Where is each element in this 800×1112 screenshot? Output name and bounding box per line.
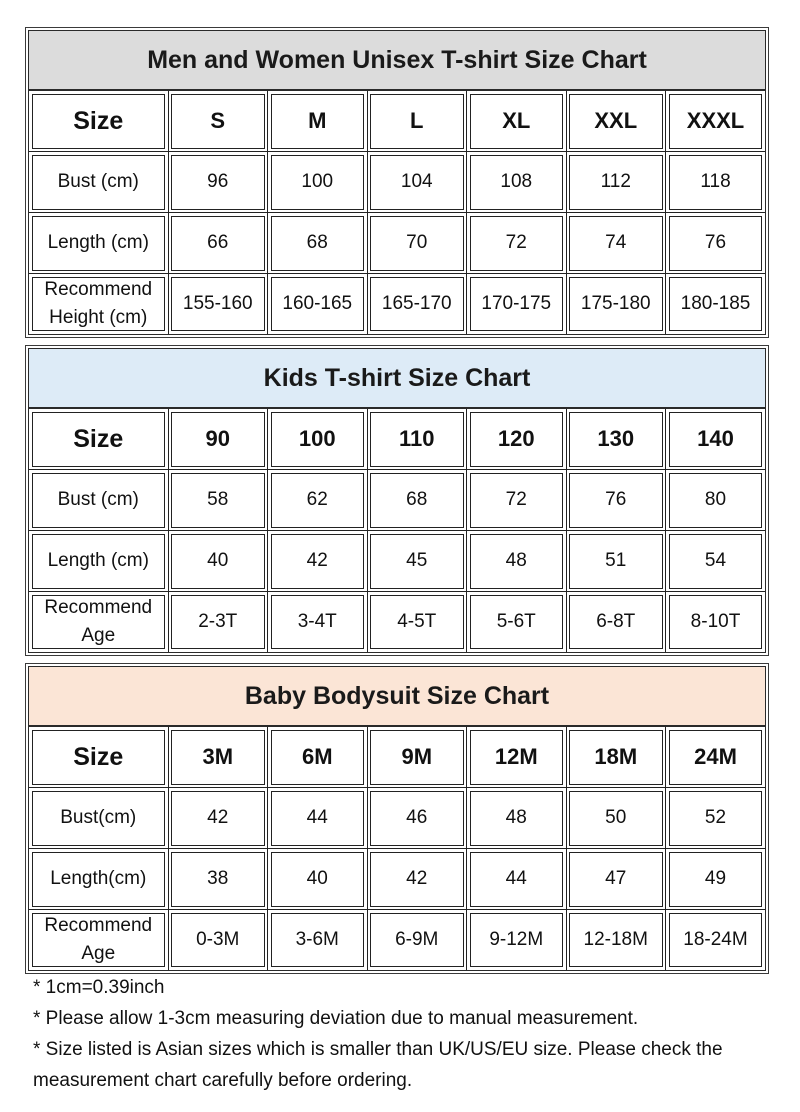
table-cell: 66: [168, 213, 268, 274]
size-header-row: [29, 409, 765, 470]
table-cell: 108: [467, 152, 567, 213]
table-cell: 4-5T: [367, 592, 467, 653]
table-cell: 180-185: [666, 274, 766, 335]
table-cell: 18-24M: [666, 910, 766, 971]
row-label: Recommend Height (cm): [29, 274, 168, 335]
table-cell: 62: [268, 470, 368, 531]
chart-title: Baby Bodysuit Size Chart: [29, 667, 765, 727]
row-label: Length (cm): [29, 531, 168, 592]
size-table: [29, 727, 765, 970]
height-row: [29, 274, 765, 335]
table-cell: 5-6T: [467, 592, 567, 653]
bust-row: [29, 470, 765, 531]
table-cell: 76: [566, 470, 666, 531]
length-row: [29, 213, 765, 274]
table-cell: 58: [168, 470, 268, 531]
row-label: Bust (cm): [29, 152, 168, 213]
table-cell: 52: [666, 788, 766, 849]
row-label: Recommend Age: [29, 910, 168, 971]
row-label: Bust (cm): [29, 470, 168, 531]
table-cell: 175-180: [566, 274, 666, 335]
size-label: Size: [29, 409, 168, 470]
size-90: 90: [168, 409, 268, 470]
size-table: [29, 91, 765, 334]
size-m: M: [268, 91, 368, 152]
table-cell: 42: [268, 531, 368, 592]
size-110: 110: [367, 409, 467, 470]
table-cell: 38: [168, 849, 268, 910]
size-18m: 18M: [566, 727, 666, 788]
adult-size-chart: [25, 27, 769, 338]
table-cell: 74: [566, 213, 666, 274]
size-3m: 3M: [168, 727, 268, 788]
row-label: Length(cm): [29, 849, 168, 910]
table-cell: 100: [268, 152, 368, 213]
footnote: * Please allow 1-3cm measuring deviation due to manual measurement.: [33, 1008, 639, 1029]
size-6m: 6M: [268, 727, 368, 788]
bust-row: [29, 152, 765, 213]
size-header-row: [29, 727, 765, 788]
table-cell: 68: [268, 213, 368, 274]
size-label: Size: [29, 91, 168, 152]
size-table: [29, 409, 765, 652]
chart-title: Men and Women Unisex T-shirt Size Chart: [29, 31, 765, 91]
table-cell: 47: [566, 849, 666, 910]
table-cell: 72: [467, 470, 567, 531]
size-12m: 12M: [467, 727, 567, 788]
table-cell: 40: [168, 531, 268, 592]
table-cell: 49: [666, 849, 766, 910]
table-cell: 76: [666, 213, 766, 274]
table-cell: 6-9M: [367, 910, 467, 971]
table-cell: 2-3T: [168, 592, 268, 653]
table-cell: 70: [367, 213, 467, 274]
chart-title: Kids T-shirt Size Chart: [29, 349, 765, 409]
size-100: 100: [268, 409, 368, 470]
table-cell: 112: [566, 152, 666, 213]
row-label: Length (cm): [29, 213, 168, 274]
size-130: 130: [566, 409, 666, 470]
size-xxl: XXL: [566, 91, 666, 152]
table-cell: 42: [168, 788, 268, 849]
table-cell: 44: [268, 788, 368, 849]
footnote: * Size listed is Asian sizes which is smaller than UK/US/EU size. Please check the measurement chart carefully before ordering.: [33, 1039, 723, 1091]
table-cell: 160-165: [268, 274, 368, 335]
size-s: S: [168, 91, 268, 152]
row-label: Recommend Age: [29, 592, 168, 653]
footnote: * 1cm=0.39inch: [33, 977, 165, 998]
bust-row: [29, 788, 765, 849]
kids-size-chart: [25, 345, 769, 656]
table-cell: 8-10T: [666, 592, 766, 653]
length-row: [29, 849, 765, 910]
table-cell: 9-12M: [467, 910, 567, 971]
size-9m: 9M: [367, 727, 467, 788]
baby-size-chart: [25, 663, 769, 974]
table-cell: 96: [168, 152, 268, 213]
size-l: L: [367, 91, 467, 152]
table-cell: 72: [467, 213, 567, 274]
table-cell: 104: [367, 152, 467, 213]
table-cell: 155-160: [168, 274, 268, 335]
size-xl: XL: [467, 91, 567, 152]
table-cell: 51: [566, 531, 666, 592]
table-cell: 50: [566, 788, 666, 849]
table-cell: 46: [367, 788, 467, 849]
table-cell: 42: [367, 849, 467, 910]
table-cell: 80: [666, 470, 766, 531]
table-cell: 170-175: [467, 274, 567, 335]
table-cell: 3-6M: [268, 910, 368, 971]
row-label: Bust(cm): [29, 788, 168, 849]
table-cell: 54: [666, 531, 766, 592]
table-cell: 44: [467, 849, 567, 910]
length-row: [29, 531, 765, 592]
table-cell: 40: [268, 849, 368, 910]
table-cell: 0-3M: [168, 910, 268, 971]
table-cell: 165-170: [367, 274, 467, 335]
table-cell: 45: [367, 531, 467, 592]
size-label: Size: [29, 727, 168, 788]
size-header-row: [29, 91, 765, 152]
size-120: 120: [467, 409, 567, 470]
age-row: [29, 592, 765, 653]
table-cell: 3-4T: [268, 592, 368, 653]
table-cell: 12-18M: [566, 910, 666, 971]
age-row: [29, 910, 765, 971]
table-cell: 118: [666, 152, 766, 213]
table-cell: 48: [467, 788, 567, 849]
table-cell: 68: [367, 470, 467, 531]
table-cell: 6-8T: [566, 592, 666, 653]
size-24m: 24M: [666, 727, 766, 788]
size-xxxl: XXXL: [666, 91, 766, 152]
size-140: 140: [666, 409, 766, 470]
table-cell: 48: [467, 531, 567, 592]
footnotes: [33, 972, 773, 1096]
